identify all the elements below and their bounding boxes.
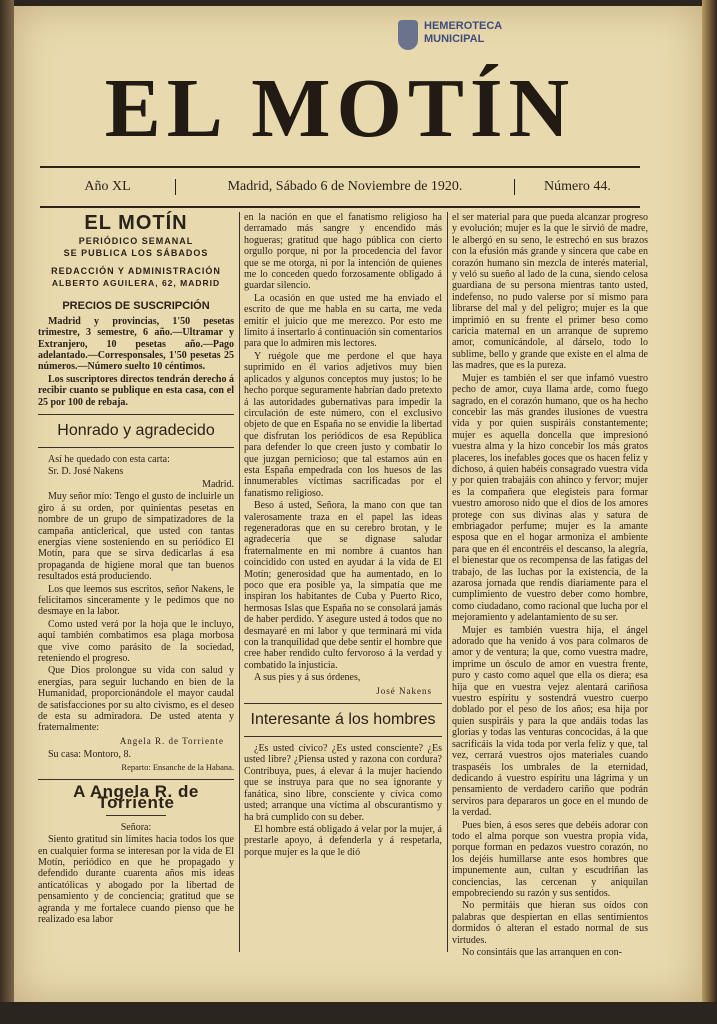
box-line: REDACCIÓN Y ADMINISTRACIÓN: [51, 266, 221, 277]
book-spine: [0, 0, 14, 1024]
address: Su casa: Montoro, 8.: [48, 749, 132, 761]
divider: [38, 447, 234, 448]
library-stamp: [398, 20, 502, 50]
paragraph: Mujer es también el ser que infamó vuestro pecho de amor, cuya llama arde, como fuego sagrado, en el corazón humano, que os ha hecho concebir las más grandes ilusiones de vuestra vida y por quien suspiráis constantemente; mujer es aquella doncella que impresionó vuestra alma y la hizo concebir los más gratos placeres, los inefables goces que os hacen feliz y dichoso, á quien habéis consagrado vuestra vida y por quien trabajáis con ahinco y fervor; mujer es la compañera que elegisteis para formar vuestro amoroso nido que el dios de los amores protege con sus divinas alas y satura de embriagador perfume; mujer es la amante esposa que en el hogar armoniza el ambiente para que en él encontréis el descanso, la alegría, el bienestar que os recompensa de las fatigas del trabajo, de las luchas por la existencia, de la azarosa jornada que rendís diariamente para el cumplimiento de vuestro deber como hombre, como ciudadano, como racional que lucha por el mejoramiento y adelantamiento de su ser.: [452, 372, 648, 624]
paragraph: Muy señor mío: Tengo el gusto de incluirle un giro á su orden, por quinientas pesetas en nombre de un grupo de simpatizadores de la campaña anticlerical, que usted con tantas energías viene sosteniendo en su periódico El Motín, para que se sirva dedicarlas á esa propaganda de higiene moral que tan buenos resultados está produciendo.: [38, 491, 234, 583]
article-title: Honrado y agradecido: [57, 422, 215, 440]
article-title: Interesante á los hombres: [250, 711, 436, 729]
page-bottom-edge: [0, 1002, 717, 1024]
paragraph: Madrid.: [202, 478, 234, 490]
signature: Angela R. de Torriente: [119, 735, 224, 746]
paragraph: Que Dios prolongue su vida con salud y energías, para seguir luchando en bien de la Humanidad, proporcionándole el mayor caudal de satisfacciones por su alto civismo, es el deseo de esta su admiradora. De usted atenta y fraternalmente:: [38, 665, 234, 734]
dateline: [40, 166, 640, 208]
paragraph: El hombre está obligado á velar por la mujer, á prestarle apoyo, á defenderla y á respetarla, porque mujer es la que le dió: [244, 823, 442, 858]
stamp-line-2: MUNICIPAL: [424, 33, 485, 45]
issue-year: Año XL: [40, 179, 176, 195]
stamp-text: [424, 20, 502, 46]
paragraph: el ser material para que pueda alcanzar progreso y evolución; mujer es la que le sirvió de madre, le albergó en su seno, le estrechó en sus brazos con la efusión más grande y sincera que cabe en corazón humano sin mezcla de interés material, y veló su sueño al lado de la cuna, siendo celosa guardiana de su persona mientras tanto usted, indefenso, no pudo valerse por sí mismo para librarse del mal y del peligro; mujer es la que imprimió en su frente el primer beso como caricia maternal en un arranque de supremo amor, comunicándole, al dárselo, todo lo sublime, bello y grande que existe en el alma de las madres, que es la pureza.: [452, 212, 648, 372]
divider: [38, 779, 234, 780]
paragraph: Así he quedado con esta carta:: [48, 454, 170, 466]
issue-number: Número 44.: [544, 179, 611, 194]
article-title: A Angela R. de Torriente: [73, 782, 199, 813]
column-2: [244, 212, 442, 859]
signature: José Nakens: [376, 685, 432, 696]
prices-note: Los suscriptores directos tendrán derecho á recibir cuanto se publique en esta casa, con el 25 por 100 de rebaja.: [38, 373, 234, 408]
paragraph: Sr. D. José Nakens: [48, 466, 124, 478]
address: Reparto: Ensanche de la Habana.: [121, 761, 234, 772]
paragraph: ¿Es usted cívico? ¿Es usted consciente? ¿Es usted libre? ¿Piensa usted y razona con cordura? Contribuya, pues, á elevar á la mujer haciendo que se instruya para que no sea ignorante y fanática, sino libre, consciente y cívica como usted; arranque una víctima al obscurantismo y ha brá cumplido con su deber.: [244, 743, 442, 823]
column-rule: [447, 212, 448, 952]
paragraph: Pues bien, á esos seres que debéis adorar con todo el alma porque son vuestra propia vida, porque forman en pedazos vuestro corazón, no los dejéis humillarse ante esos hombres que impunemente aun, cultan y escudriñan las conciencias, las cercenan y aniquilan empobreciendo su razón y sus sentidos.: [452, 819, 648, 899]
paragraph: Los que leemos sus escritos, señor Nakens, le felicitamos sinceramente y le pedimos que no desmaye en la labor.: [38, 583, 234, 618]
paragraph: Y ruégole que me perdone el que haya suprimido en él varios adjetivos muy bien aplicados y algunos conceptos muy justos; lo he hecho porque seguramente habrían dado pretexto á las autoridades gubernativas para impedir la circulación de este número, con el exclusivo objeto de que en España no se envidie la libertad que disfrutan los periódicos de esa República para defender lo que creen justo y combatir lo que juzgan pernicioso; que tal estamos aún en esta España empedrada con los huesos de las innumerables víctimas sacrificadas por el fanatismo religioso.: [244, 350, 442, 499]
stamp-line-1: HEMEROTECA: [424, 20, 503, 32]
box-title: EL MOTÍN: [84, 212, 188, 234]
prices-heading: PRECIOS DE SUSCRIPCIÓN: [62, 300, 210, 313]
divider: [106, 815, 166, 816]
masthead: EL MOTÍN: [104, 62, 576, 155]
paragraph: Como usted verá por la hoja que le incluyo, aquí también combatimos esa plaga morbosa que vive como parásito de la sociedad, reteniendo el progreso.: [38, 618, 234, 664]
paragraph: No permitáis que hieran sus oídos con palabras que despiertan en ellas sentimientos dormidos ó alteran el estado normal de sus virtudes.: [452, 900, 648, 946]
issue-date: Madrid, Sábado 6 de Noviembre de 1920.: [176, 179, 515, 195]
paragraph: en la nación en que el fanatismo religioso ha derramado más sangre y encendido más hogueras; gratitud que hago pública con cierto orgullo porque, ni por la procedencia del favor que se me otorga, ni por la intención de quienes me lo conceden quedo forzosamente obligado á guardar silencio.: [244, 212, 442, 292]
divider: [38, 414, 234, 415]
paragraph: Beso á usted, Señora, la mano con que tan valerosamente traza en el papel las ideas regeneradoras que en su cerebro brotan, y le agradecería que se dignase saludar fraternalmente en mi nombre á cuantos han coincidido con usted en ayudar á la vida de El Motín; generosidad que ha aumentado, en lo poco que era posible ya, la simpatía que me inspiran los habitantes de Cuba y Puerto Rico, hermosas Islas que España no se consolará jamás de haber perdido. Y asegure usted á todos que no desmayaré en mi labor y que terminará mi vida con la tranquilidad que debe sentir el hombre que cree haber rendido culto fervoroso á la verdad y combatido la injusticia.: [244, 500, 442, 671]
coat-of-arms-icon: [398, 20, 418, 50]
paragraph: A sus pies y á sus órdenes,: [254, 672, 361, 684]
column-3: [452, 212, 648, 959]
column-1: [38, 212, 234, 927]
paragraph: Mujer es también vuestra hija, el ángel adorado que ha venido á vos para colmaros de amor y de ventura; la que, como vuestra madre, imprime un ósculo de amor en vuestra frente, puro y casto como aquel que ella os diera; esa hija que en vuestra vejez alentará cariñosa vuestro espíritu y sostendrá vuestro cuerpo doblado por el peso de los años; esa hija por quien suspiráis y para la que andáis todas las glorias y todas las venturas concocidas, á la que sacrificáis la vida toda por verla feliz y que, tal vez, cerrará vuestros ojos materiales cuando traspaséis los umbrales de la eternidad, dedicando á vuestro espíritu una lágrima y un pensamiento de verdadero cariño que podrán serviros para depararos un goce en el mundo de la verdad.: [452, 624, 648, 819]
prices-text: Madrid y provincias, 1'50 pesetas trimestre, 3 semestre, 6 año.—Ultramar y Extranjero, 10 pesetas año.—Pago adelantado.—Corresponsales, 1'50 pesetas 25 números.—Número suelto 10 céntimos.: [38, 315, 234, 373]
divider: [244, 736, 442, 737]
page-edge: [702, 0, 717, 1024]
paragraph: No consintáis que las arranquen en con-: [462, 947, 622, 958]
paragraph: Siento gratitud sin límites hacia todos los que en cualquier forma se interesan por la vida de El Motín, periódico en que he propagado y defendido durante cuarenta años mis ideas anticatólicas y abogado por la libertad de pensamiento y de conciencia; gratitud que se agranda y me fortalece cuando pienso que he realizado esa labor: [38, 834, 234, 926]
box-line: PERIÓDICO SEMANAL: [78, 236, 194, 247]
divider: [244, 703, 442, 704]
column-rule: [239, 212, 240, 952]
paragraph: La ocasión en que usted me ha enviado el escrito de que me habla en su carta, me veda emitir el juicio que me merezco. Por esto me limito á insertarlo á continuación sin comentarios para que lo admiren mis lectores.: [244, 292, 442, 350]
salutation: Señora:: [120, 821, 152, 833]
box-line: SE PUBLICA LOS SÁBADOS: [63, 248, 209, 259]
box-line: ALBERTO AGUILERA, 62, MADRID: [51, 278, 221, 289]
